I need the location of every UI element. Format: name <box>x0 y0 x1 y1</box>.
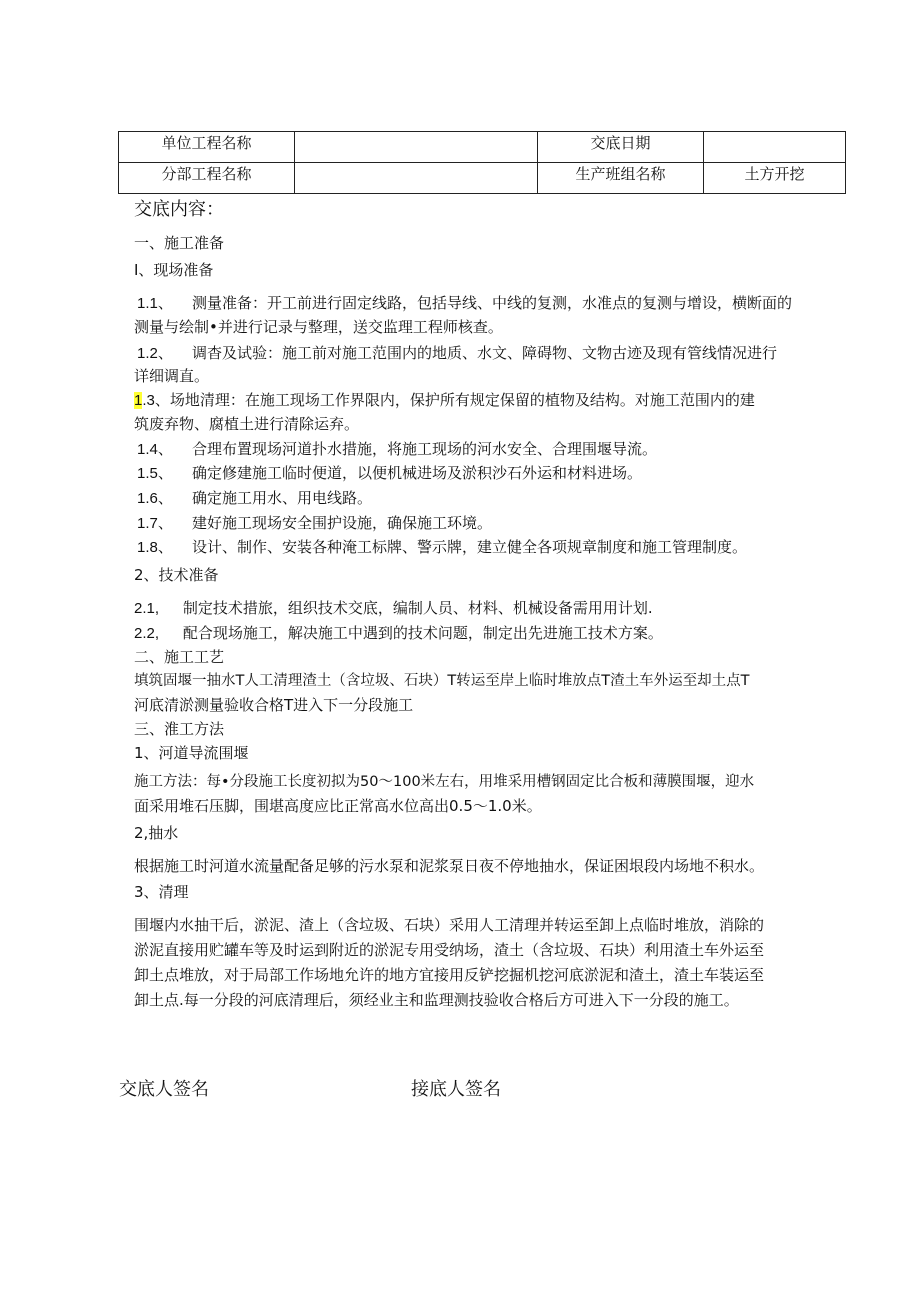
item-text: 合理布置现场河道扑水措施，将施工现场的河水安全、合理围堰导流。 <box>191 440 657 458</box>
item-1-1 <box>137 293 792 314</box>
item-number: 2.2, <box>134 625 160 642</box>
item-number: 1.7、 <box>137 515 173 532</box>
item-text: 建好施工现场安全围护设施，确保施工环境。 <box>191 514 492 532</box>
item-number: 1.8、 <box>137 539 173 556</box>
item-number: 1.5、 <box>137 465 173 482</box>
item-2-2 <box>134 623 663 644</box>
sub-project-name-value <box>295 163 538 194</box>
item-text: 场地清理：在施工现场工作界限内，保护所有规定保留的植物及结构。对施工范围内的建 <box>169 391 755 409</box>
subsection-cofferdam-heading: 1、河道导流围堰 <box>134 744 249 762</box>
item-1-2 <box>137 343 777 364</box>
subsection-site-prep-heading: I、现场准备 <box>134 261 214 279</box>
cofferdam-text-line-1: 施工方法：每•分段施工长度初拟为50～100米左右，用堆采用槽钢固定比合板和薄膜围堰，迎水 <box>134 774 755 790</box>
item-1-1-cont: 测量与绘制•并进行记录与整理，送交监理工程师核查。 <box>134 318 503 336</box>
item-text: 配合现场施工，解决施工中遇到的技术问题，制定出先进施工技术方案。 <box>182 624 663 642</box>
item-number: 2.1, <box>134 600 160 617</box>
cofferdam-text-line-2: 面采用堆石压脚，围堪高度应比正常高水位高出0.5～1.0米。 <box>134 797 542 815</box>
item-text: 测量准备：开工前进行固定线路，包括导线、中线的复测，水准点的复测与增设，横断面的 <box>191 294 792 312</box>
item-1-2-cont: 详细调直。 <box>134 367 210 385</box>
section-1-heading: 一、施工准备 <box>134 234 225 252</box>
process-flow-line-1: 填筑固堰一抽水T人工清理渣土（含垃圾、石块）T转运至岸上临时堆放点T渣土车外运至却土点T <box>134 673 750 689</box>
clearing-text-line-1: 围堰内水抽干后，淤泥、渣上（含垃圾、石块）采用人工清理并转运至卸上点临时堆放，消除的 <box>134 916 765 934</box>
handover-date-label: 交底日期 <box>538 132 704 163</box>
item-1-6 <box>137 488 372 509</box>
highlight-mark: 1 <box>134 392 143 409</box>
handover-giver-signature-label: 交底人签名 <box>119 1079 209 1100</box>
item-text: 制定技术措旅，组织技术交底，编制人员、材料、机械设备需用用计划. <box>182 599 653 617</box>
header-info-table <box>118 131 846 194</box>
item-number: 1.4、 <box>137 441 173 458</box>
item-1-7 <box>137 513 492 534</box>
section-2-heading: 二、施工工艺 <box>134 648 225 666</box>
clearing-text-line-4: 卸土点.每一分段的河底清理后，须经业主和监理测技验收合格后方可进入下一分段的施工。 <box>134 991 739 1009</box>
item-1-3 <box>134 390 755 411</box>
pumping-text: 根据施工时河道水流量配备足够的污水泵和泥浆泵日夜不停地抽水，保证困垠段内场地不积水。 <box>134 857 765 875</box>
item-2-1 <box>134 598 653 619</box>
item-number: .3、 <box>142 392 170 409</box>
section-3-heading: 三、淮工方法 <box>134 720 225 738</box>
item-1-5 <box>137 463 642 484</box>
unit-project-name-label: 单位工程名称 <box>119 132 295 163</box>
sub-project-name-label: 分部工程名称 <box>119 163 295 194</box>
content-title: 交底内容： <box>134 199 224 220</box>
handover-receiver-signature-label: 接底人签名 <box>411 1079 501 1100</box>
subsection-pumping-heading: 2,抽水 <box>134 824 179 842</box>
table-row <box>119 132 846 163</box>
subsection-clearing-heading: 3、清理 <box>134 883 189 901</box>
table-row <box>119 163 846 194</box>
item-text: 确定修建施工临时便道，以便机械进场及淤积沙石外运和材料进场。 <box>191 464 642 482</box>
item-number: 1.6、 <box>137 490 173 507</box>
team-name-label: 生产班组名称 <box>538 163 704 194</box>
process-flow-line-2: 河底清淤测量验收合格T进入下一分段施工 <box>134 696 414 714</box>
unit-project-name-value <box>295 132 538 163</box>
item-text: 设计、制作、安装各种淹工标牌、警示牌，建立健全各项规章制度和施工管理制度。 <box>191 538 747 556</box>
item-1-3-cont: 筑废弃物、腐植土进行清除运弃。 <box>134 415 360 433</box>
clearing-text-line-3: 卸土点堆放，对于局部工作场地允许的地方宜接用反铲挖掘机挖河底淤泥和渣土，渣土车装运至 <box>134 966 765 984</box>
team-name-value: 土方开挖 <box>704 163 846 194</box>
item-1-8 <box>137 537 747 558</box>
clearing-text-line-2: 淤泥直接用贮罐车等及时运到附近的淤泥专用受纳场，渣土（含垃圾、石块）利用渣土车外运至 <box>134 941 765 959</box>
subsection-tech-prep-heading: 2、技术准备 <box>134 566 219 584</box>
item-number: 1.2、 <box>137 345 173 362</box>
handover-date-value <box>704 132 846 163</box>
item-number: 1.1、 <box>137 295 173 312</box>
item-1-4 <box>137 439 657 460</box>
item-text: 调杳及试验：施工前对施工范围内的地质、水文、障碍物、文物古迹及现有管线情况进行 <box>191 344 777 362</box>
item-text: 确定施工用水、用电线路。 <box>191 489 372 507</box>
